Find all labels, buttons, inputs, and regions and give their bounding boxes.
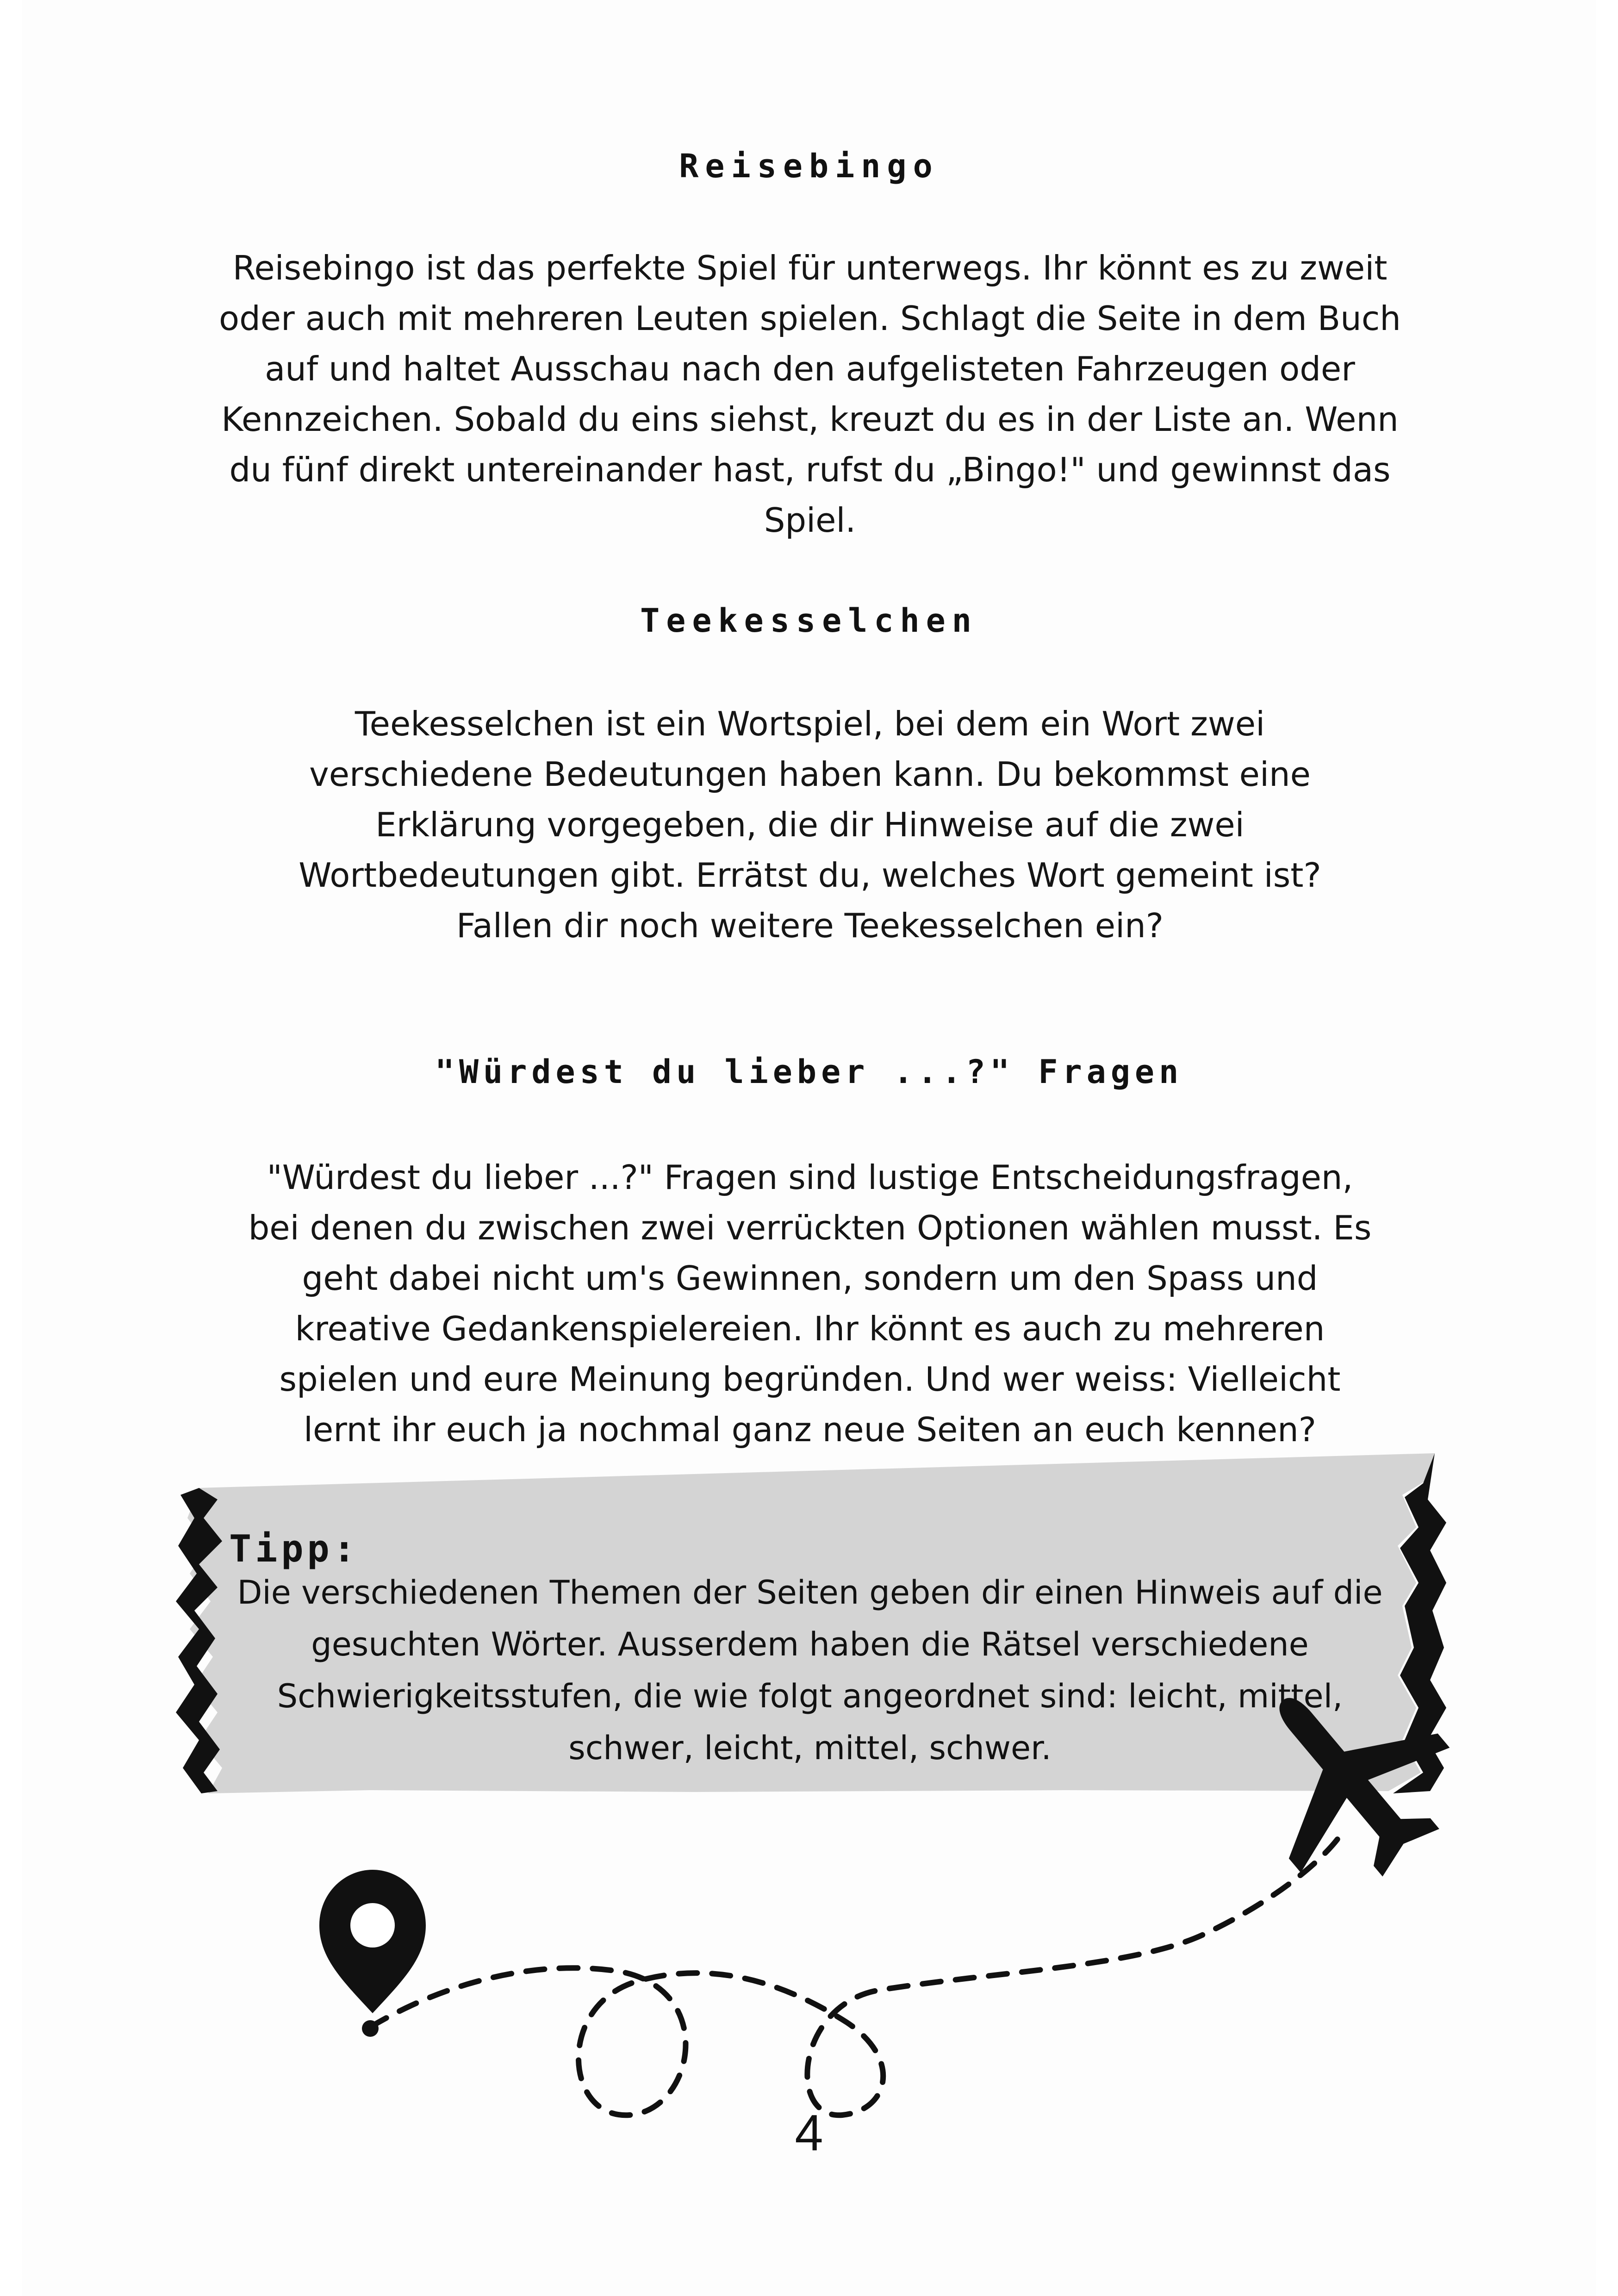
location-pin-icon (319, 1870, 426, 2013)
tip-text: Die verschiedenen Themen der Seiten geben dir einen Hinweis auf die gesuchten Wörter. Ausserdem haben die Rätsel verschiedene Schwierigkeitsstufen, die wie folgt angeordnet sind: leicht, mittel, schwer, leicht, mittel, schwer. (237, 1574, 1383, 1767)
heading-teekesselchen: Teekesselchen (640, 602, 978, 640)
paragraph-teekesselchen: Teekesselchen ist ein Wortspiel, bei dem ein Wort zwei verschiedene Bedeutungen haben kann. Du bekommst eine Erklärung vorgegeben, die dir Hinweise auf die zwei Wortbedeutungen gibt. Errätst du, welches Wort gemeint ist? Fallen dir noch weitere Teekesselchen ein? (299, 704, 1321, 945)
dashed-path (370, 1833, 1342, 2115)
paragraph-reisebingo: Reisebingo ist das perfekte Spiel für unterwegs. Ihr könnt es zu zweit oder auch mit mehreren Leuten spielen. Schlagt die Seite in dem Buch auf und haltet Ausschau nach den aufgelisteten Fahrzeugen oder Kennzeichen. Sobald du eins siehst, kreuzt du es in der Liste an. Wenn du fünf direkt untereinander hast, rufst du „Bingo!" und gewinnst das Spiel. (219, 249, 1401, 540)
page-number: 4 (795, 2104, 823, 2161)
tip-title: Tipp: (229, 1527, 359, 1570)
heading-wuerdest-du-lieber: "Würdest du lieber ...?" Fragen (435, 1053, 1183, 1091)
path-start-dot (362, 2020, 379, 2037)
paragraph-wuerdest-du-lieber: "Würdest du lieber ...?" Fragen sind lustige Entscheidungsfragen, bei denen du zwischen zwei verrückten Optionen wählen musst. Es geht dabei nicht um's Gewinnen, sondern um den Spass und kreative Gedankenspielereien. Ihr könnt es auch zu mehreren spielen und eure Meinung begründen. Und wer weiss: Vielleicht lernt ihr euch ja nochmal ganz neue Seiten an euch kennen? (248, 1158, 1372, 1449)
airplane-icon (1208, 1638, 1485, 1915)
heading-reisebingo: Reisebingo (679, 147, 939, 185)
